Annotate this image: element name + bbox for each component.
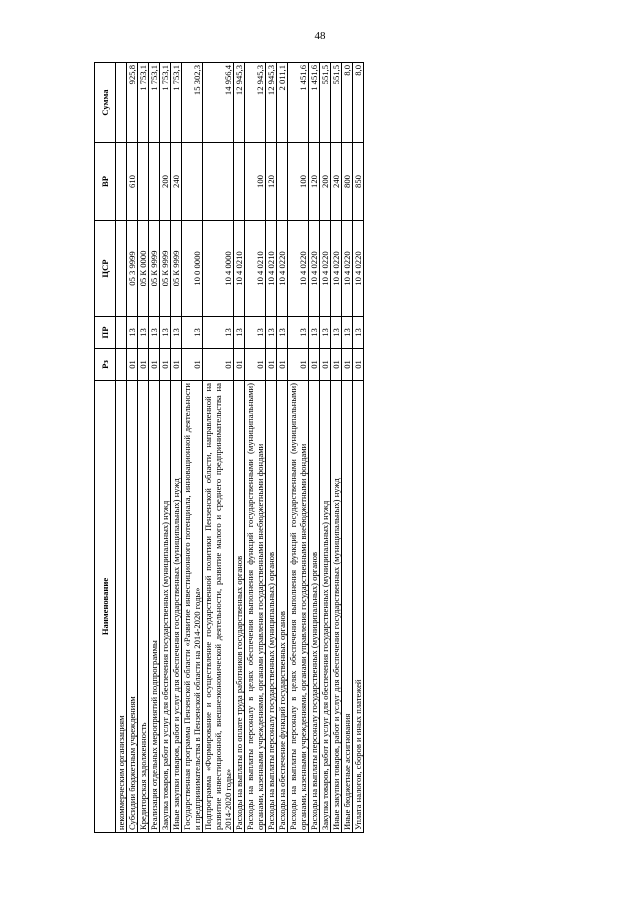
cell-name: Закупка товаров, работ и услуг для обеспечения государственных (муниципальных) нужд [320, 381, 331, 833]
cell-pr: 13 [353, 317, 364, 349]
cell-name: Субсидии бюджетным учреждениям [127, 381, 138, 833]
cell-sum: 8,0 [342, 63, 353, 143]
cell-sum: 12 945,3 [245, 63, 266, 143]
cell-rz: 01 [288, 349, 309, 381]
cell-pr: 13 [182, 317, 203, 349]
cell-pr: 13 [160, 317, 171, 349]
cell-sum: 1 753,1 [171, 63, 182, 143]
cell-pr: 13 [234, 317, 245, 349]
table-row [342, 63, 353, 833]
cell-name: Закупка товаров, работ и услуг для обеспечения государственных (муниципальных) нужд [160, 381, 171, 833]
page-number: 48 [314, 30, 326, 42]
cell-vr [138, 143, 149, 221]
cell-sum [116, 63, 127, 143]
cell-rz: 01 [203, 349, 234, 381]
cell-name: Расходы на выплаты персоналу государственных (муниципальных) органов [309, 381, 320, 833]
header-rz: Рз [95, 349, 116, 381]
cell-rz: 01 [331, 349, 342, 381]
table-row [182, 63, 203, 833]
table-row [266, 63, 277, 833]
cell-rz: 01 [245, 349, 266, 381]
cell-pr: 13 [138, 317, 149, 349]
cell-rz: 01 [138, 349, 149, 381]
cell-rz: 01 [149, 349, 160, 381]
cell-csr: 05 К 0000 [138, 221, 149, 317]
cell-name: Иные бюджетные ассигнования [342, 381, 353, 833]
cell-name: Государственная программа Пензенской области «Развитие инвестиционного потенциала, инновационной деятельности и предпринимательства в Пензенской области на 2014-2020 годы» [182, 381, 203, 833]
budget-table [94, 62, 364, 833]
table-body [116, 63, 364, 833]
table-row [203, 63, 234, 833]
cell-rz: 01 [127, 349, 138, 381]
cell-rz: 01 [266, 349, 277, 381]
cell-csr: 10 4 0220 [353, 221, 364, 317]
cell-vr: 240 [171, 143, 182, 221]
cell-vr: 800 [342, 143, 353, 221]
cell-sum: 551,5 [320, 63, 331, 143]
cell-vr: 610 [127, 143, 138, 221]
cell-name: Иные закупки товаров, работ и услуг для обеспечения государственных (муниципальных) нужд [331, 381, 342, 833]
cell-csr: 10 4 0220 [277, 221, 288, 317]
table-row [331, 63, 342, 833]
cell-sum: 15 302,3 [182, 63, 203, 143]
cell-vr: 100 [245, 143, 266, 221]
table-row [127, 63, 138, 833]
cell-rz: 01 [309, 349, 320, 381]
rotated-table-container [94, 63, 550, 833]
cell-vr [116, 143, 127, 221]
cell-vr [182, 143, 203, 221]
table-row [277, 63, 288, 833]
cell-sum: 925,8 [127, 63, 138, 143]
cell-sum: 12 945,3 [234, 63, 245, 143]
cell-csr: 05 К 9999 [160, 221, 171, 317]
cell-rz: 01 [353, 349, 364, 381]
cell-csr: 10 4 0220 [320, 221, 331, 317]
cell-csr: 10 4 0220 [288, 221, 309, 317]
cell-sum: 14 956,4 [203, 63, 234, 143]
cell-rz: 01 [342, 349, 353, 381]
cell-sum: 1 451,6 [288, 63, 309, 143]
cell-vr: 850 [353, 143, 364, 221]
cell-pr: 13 [171, 317, 182, 349]
table-row [116, 63, 127, 833]
cell-pr: 13 [266, 317, 277, 349]
cell-sum: 1 753,1 [149, 63, 160, 143]
cell-pr [116, 317, 127, 349]
cell-rz: 01 [171, 349, 182, 381]
cell-csr: 10 4 0210 [245, 221, 266, 317]
cell-rz [116, 349, 127, 381]
cell-csr: 10 0 0000 [182, 221, 203, 317]
cell-pr: 13 [203, 317, 234, 349]
cell-name: Расходы на выплаты персоналу в целях обеспечения выполнения функций государственными (муниципальными) органами, казенными учреждениями, органами управления государственными внебюджетными фондами [288, 381, 309, 833]
cell-pr: 13 [331, 317, 342, 349]
cell-name: некоммерческим организациям [116, 381, 127, 833]
table-row [138, 63, 149, 833]
table-row [245, 63, 266, 833]
cell-vr: 200 [320, 143, 331, 221]
cell-pr: 13 [288, 317, 309, 349]
header-name: Наименование [95, 381, 116, 833]
cell-csr [116, 221, 127, 317]
table-row [309, 63, 320, 833]
cell-name: Подпрограмма «Формирование и осуществление государственной политики Пензенской области, направленной на развитие инвестиционной, внешнеэкономической деятельности, развитие малого и среднего предпринимательства на 2014-2020 годы» [203, 381, 234, 833]
cell-vr [149, 143, 160, 221]
cell-vr: 200 [160, 143, 171, 221]
cell-rz: 01 [234, 349, 245, 381]
cell-vr [203, 143, 234, 221]
cell-pr: 13 [127, 317, 138, 349]
cell-sum: 12 945,3 [266, 63, 277, 143]
cell-name: Расходы на выплаты персоналу в целях обеспечения выполнения функций государственными (муниципальными) органами, казенными учреждениями, органами управления государственными внебюджетными фондами [245, 381, 266, 833]
table-row [160, 63, 171, 833]
table-row [353, 63, 364, 833]
cell-sum: 2 011,1 [277, 63, 288, 143]
cell-vr: 240 [331, 143, 342, 221]
cell-csr: 10 4 0220 [331, 221, 342, 317]
table-row [320, 63, 331, 833]
cell-rz: 01 [320, 349, 331, 381]
cell-sum: 1 753,1 [160, 63, 171, 143]
cell-pr: 13 [320, 317, 331, 349]
table-row [171, 63, 182, 833]
cell-name: Уплата налогов, сборов и иных платежей [353, 381, 364, 833]
cell-pr: 13 [149, 317, 160, 349]
cell-name: Иные закупки товаров, работ и услуг для обеспечения государственных (муниципальных) нужд [171, 381, 182, 833]
cell-name: Расходы на выплаты по оплате труда работников государственных органов [234, 381, 245, 833]
cell-pr: 13 [245, 317, 266, 349]
cell-sum: 8,0 [353, 63, 364, 143]
cell-csr: 05 К 9999 [149, 221, 160, 317]
table-row [149, 63, 160, 833]
cell-sum: 1 753,1 [138, 63, 149, 143]
cell-pr: 13 [342, 317, 353, 349]
header-vr: ВР [95, 143, 116, 221]
cell-rz: 01 [277, 349, 288, 381]
table-row [234, 63, 245, 833]
cell-vr [277, 143, 288, 221]
cell-vr: 100 [288, 143, 309, 221]
cell-csr: 10 4 0210 [266, 221, 277, 317]
header-pr: ПР [95, 317, 116, 349]
cell-csr: 10 4 0220 [342, 221, 353, 317]
cell-rz: 01 [182, 349, 203, 381]
header-csr: ЦСР [95, 221, 116, 317]
table-row [288, 63, 309, 833]
cell-name: Расходы на выплаты персоналу государственных (муниципальных) органов [266, 381, 277, 833]
cell-rz: 01 [160, 349, 171, 381]
cell-pr: 13 [309, 317, 320, 349]
cell-vr: 120 [309, 143, 320, 221]
cell-name: Кредиторская задолженность [138, 381, 149, 833]
cell-vr: 120 [266, 143, 277, 221]
cell-sum: 551,5 [331, 63, 342, 143]
cell-csr: 10 4 0210 [234, 221, 245, 317]
cell-csr: 10 4 0000 [203, 221, 234, 317]
cell-csr: 10 4 0220 [309, 221, 320, 317]
cell-pr: 13 [277, 317, 288, 349]
cell-vr [234, 143, 245, 221]
cell-csr: 05 К 9999 [171, 221, 182, 317]
cell-name: Расходы на обеспечение функций государственных органов [277, 381, 288, 833]
cell-csr: 05 3 9999 [127, 221, 138, 317]
table-header-row [95, 63, 116, 833]
header-sum: Сумма [95, 63, 116, 143]
cell-sum: 1 451,6 [309, 63, 320, 143]
cell-name: Реализация отдельных мероприятий подпрограммы [149, 381, 160, 833]
